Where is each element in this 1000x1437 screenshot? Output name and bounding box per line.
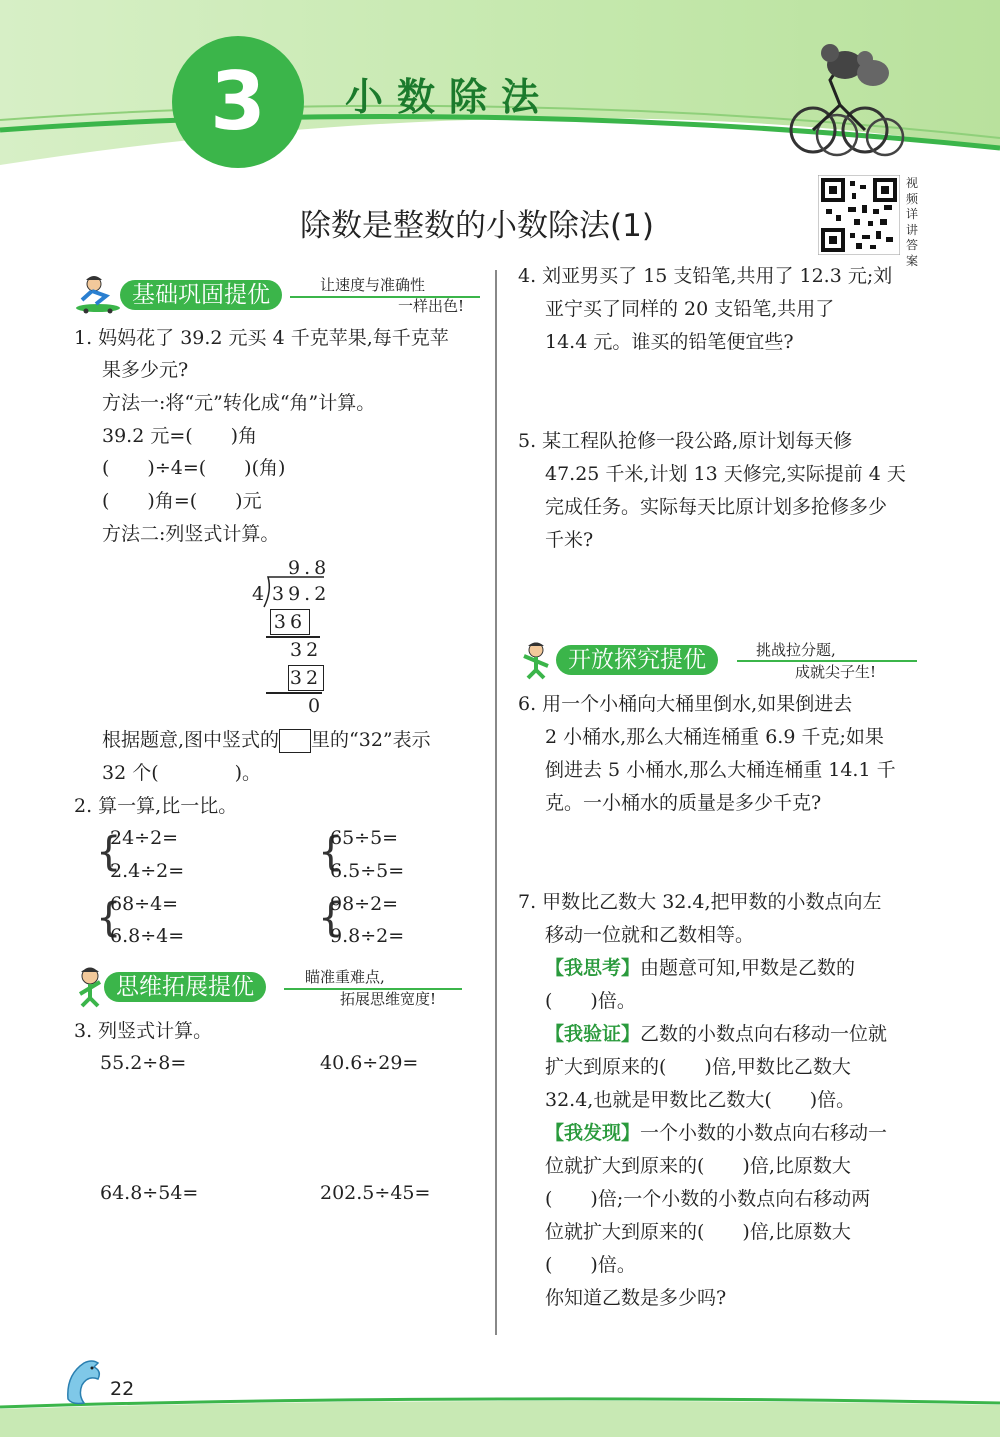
qr-label: 视频详讲答案 [905,176,918,268]
ld-step-1-box: 36 [270,609,310,635]
q1-after-line-1 [102,724,431,756]
q1-m1-step-3: ( )角=( )元 [102,490,262,512]
q7-discover-line-3: ( )倍;一个小数的小数点向右移动两 [545,1188,871,1210]
section-basic-title: 基础巩固提优 [120,280,282,310]
q7-think-line-1 [545,952,855,984]
ld-quotient: 9.8 [288,557,331,579]
q1-after-line-2: 32 个( )。 [102,762,262,784]
q3-item-4: 202.5÷45= [320,1182,431,1204]
q2-title: 2. 算一算,比一比。 [74,795,238,817]
page-number: 22 [110,1378,135,1400]
q7-verify-line-2: 扩大到原来的( )倍,甲数比乙数大 [545,1056,851,1078]
q5-line-2: 47.25 千米,计划 13 天修完,实际提前 4 天 [545,463,906,485]
q2-brace-1: { [96,829,122,875]
q7-verify-line-1 [545,1018,887,1050]
section-thinking-rule [284,988,462,990]
q5-line-1: 5. 某工程队抢修一段公路,原计划每天修 [518,430,853,452]
q3-item-2: 40.6÷29= [320,1052,419,1074]
section-thinking-title: 思维拓展提优 [104,972,266,1002]
q7-line-1: 7. 甲数比乙数大 32.4,把甲数的小数点向左 [518,891,882,913]
section-basic-slogan-2: 一样出色! [398,297,465,315]
section-basic-rule [290,296,480,298]
q2-brace-4: { [318,895,344,941]
q7-think-text: 由题意可知,甲数是乙数的 [640,957,856,979]
chapter-number-badge: 3 [172,36,304,168]
ld-dividend: 39.2 [272,583,331,605]
q1-box-symbol [279,729,311,753]
footer-band [0,1395,1000,1437]
q1-m1-step-1: 39.2 元=( )角 [102,425,258,447]
q7-discover-text: 一个小数的小数点向右移动一 [640,1122,888,1144]
q7-discover-line-2: 位就扩大到原来的( )倍,比原数大 [545,1155,851,1177]
q2-g1-b: 2.4÷2= [110,860,185,882]
q7-think-tag: 【我思考】 [545,957,641,979]
q3-title: 3. 列竖式计算。 [74,1020,213,1042]
q3-item-3: 64.8÷54= [100,1182,199,1204]
q5-line-4: 千米? [545,529,594,551]
q2-brace-2: { [318,829,344,875]
q1-method-2: 方法二:列竖式计算。 [102,523,280,545]
q2-g3-a: 68÷4= [110,893,179,915]
section-basic-slogan-1: 让速度与准确性 [320,276,426,294]
section-open-rule [737,660,917,662]
ld-remainder: 0 [308,695,321,717]
q2-g2-b: 6.5÷5= [330,860,405,882]
ld-step-2: 32 [290,639,323,661]
q1-after-b: 里的“32”表示 [311,729,431,751]
skateboard-kid-icon [72,274,124,314]
q1-m1-step-2: ( )÷4=( )(角) [102,457,286,479]
dolphin-icon [58,1355,110,1407]
ld-divisor: 4 [252,583,265,605]
q1-line-2: 果多少元? [102,359,189,381]
q7-line-2: 移动一位就和乙数相等。 [545,924,755,946]
section-open-title: 开放探究提优 [556,645,718,675]
q2-g4-b: 9.8÷2= [330,925,405,947]
lesson-title: 除数是整数的小数除法(1) [300,208,654,244]
q4-line-1: 4. 刘亚男买了 15 支铅笔,共用了 12.3 元;刘 [518,265,893,287]
q2-g4-a: 98÷2= [330,893,399,915]
section-open-slogan-1: 挑战拉分题, [756,641,836,659]
q7-discover-line-1 [545,1117,887,1149]
column-divider [495,270,497,1335]
q7-final-question: 你知道乙数是多少吗? [545,1287,727,1309]
explorer-kid-icon [516,640,560,680]
q2-g1-a: 24÷2= [110,827,179,849]
q1-line-1: 1. 妈妈花了 39.2 元买 4 千克苹果,每千克苹 [74,327,449,349]
section-thinking-slogan-2: 拓展思维宽度! [340,990,437,1008]
q4-line-2: 亚宁买了同样的 20 支铅笔,共用了 [545,298,835,320]
q7-discover-line-4: 位就扩大到原来的( )倍,比原数大 [545,1221,851,1243]
q6-line-4: 克。一小桶水的质量是多少千克? [545,792,822,814]
q7-discover-line-5: ( )倍。 [545,1254,636,1276]
cyclists-illustration [785,35,905,160]
q1-method-1: 方法一:将“元”转化成“角”计算。 [102,392,376,414]
q7-discover-tag: 【我发现】 [545,1122,641,1144]
q2-g2-a: 65÷5= [330,827,399,849]
q7-verify-tag: 【我验证】 [545,1023,641,1045]
qr-code[interactable] [818,175,900,255]
q5-line-3: 完成任务。实际每天比原计划多抢修多少 [545,496,888,518]
q4-line-3: 14.4 元。谁买的铅笔便宜些? [545,331,794,353]
q6-line-1: 6. 用一个小桶向大桶里倒水,如果倒进去 [518,693,853,715]
q6-line-2: 2 小桶水,那么大桶连桶重 6.9 千克;如果 [545,726,884,748]
q7-verify-line-3: 32.4,也就是甲数比乙数大( )倍。 [545,1089,856,1111]
chapter-title: 小数除法 [345,75,554,119]
q2-brace-3: { [96,895,122,941]
q1-after-a: 根据题意,图中竖式的 [102,729,280,751]
q7-think-line-2: ( )倍。 [545,990,636,1012]
q3-item-1: 55.2÷8= [100,1052,187,1074]
q6-line-3: 倒进去 5 小桶水,那么大桶连桶重 14.1 千 [545,759,896,781]
q7-verify-text: 乙数的小数点向右移动一位就 [640,1023,888,1045]
section-open-slogan-2: 成就尖子生! [795,663,877,681]
q2-g3-b: 6.8÷4= [110,925,185,947]
ld-step-3-box: 32 [289,667,323,689]
section-thinking-slogan-1: 瞄准重难点, [305,968,385,986]
